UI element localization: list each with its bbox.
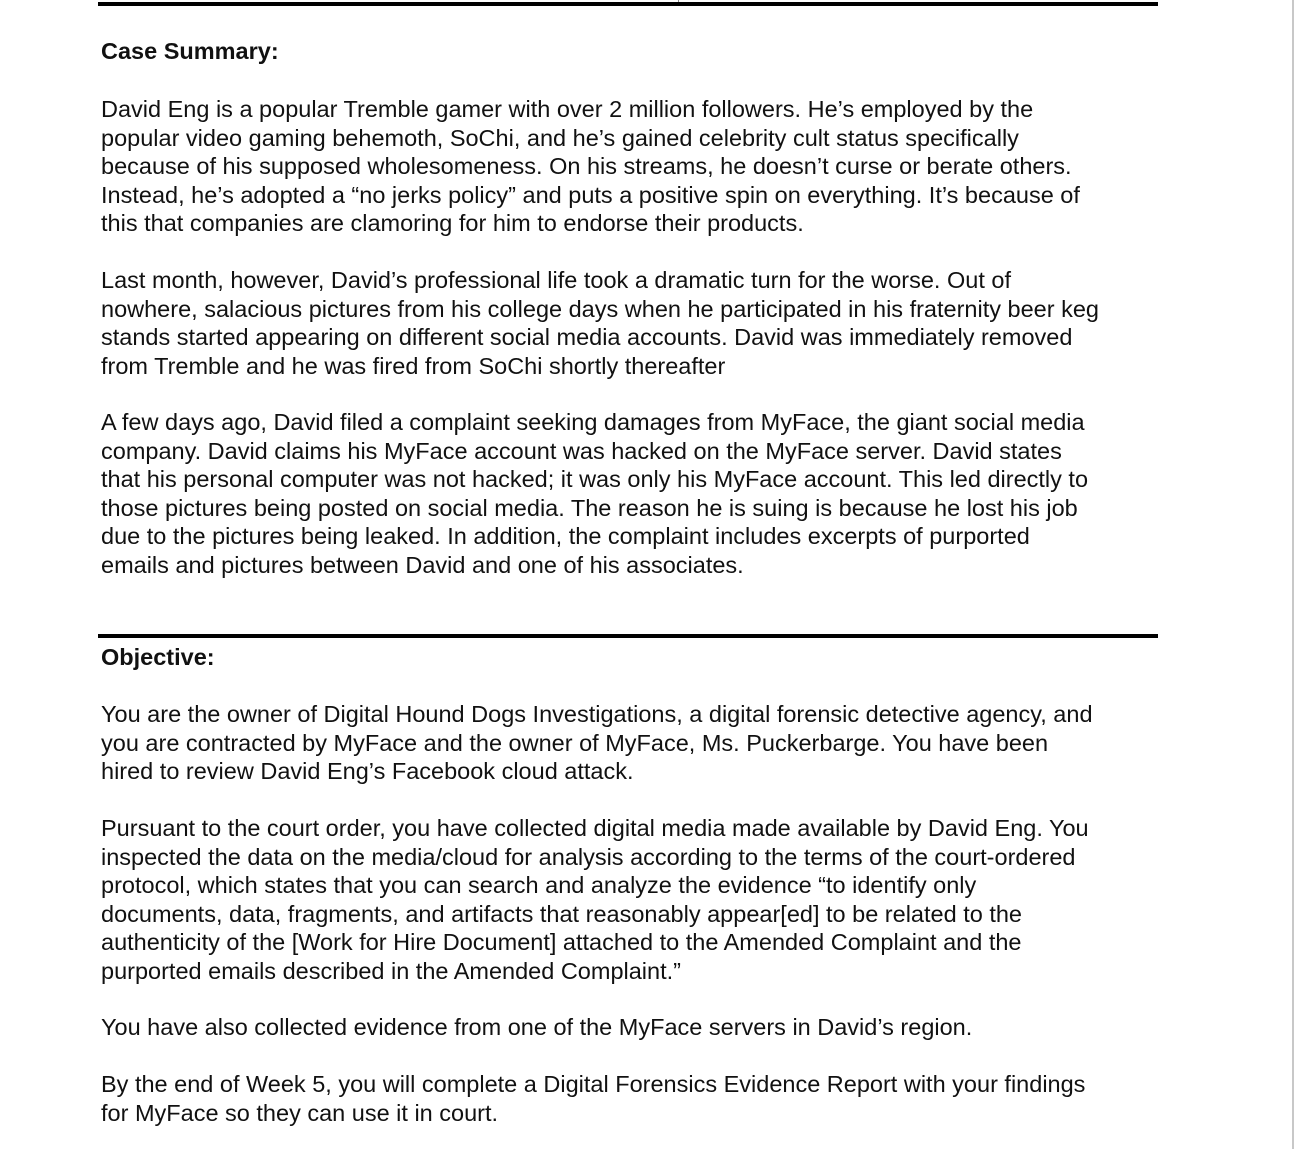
objective-paragraph-3: You have also collected evidence from one of the MyFace servers in David’s region. [101,1014,973,1040]
case-summary-paragraph-2: Last month, however, David’s professional life took a dramatic turn for the worse. Out of nowhere, salacious pictures from his college days when he participated in his fraternity beer keg stands started appearing on different social media accounts. David was immediately removed from Tremble and he was fired from SoChi shortly thereafter [101,267,1099,379]
objective-paragraph-2: Pursuant to the court order, you have collected digital media made available by David Eng. You inspected the data on the media/cloud for analysis according to the terms of the court-ordered protocol, which states that you can search and analyze the evidence “to identify only documents, data, fragments, and artifacts that reasonably appear[ed] to be related to the authenticity of the [Work for Hire Document] attached to the Amended Complaint and the purported emails described in the Amended Complaint.” [101,815,1089,984]
page-edge [1292,0,1294,1149]
objective-heading: Objective: [101,644,215,670]
top-divider [98,2,1158,6]
case-summary-paragraph-3: A few days ago, David filed a complaint seeking damages from MyFace, the giant social media company. David claims his MyFace account was hacked on the MyFace server. David states that his personal computer was not hacked; it was only his MyFace account. This led directly to those pictures being posted on social media. The reason he is suing is because he lost his job due to the pictures being leaked. In addition, the complaint includes excerpts of purported emails and pictures between David and one of his associates. [101,409,1089,578]
case-summary-heading: Case Summary: [101,38,279,64]
objective-paragraph-4: By the end of Week 5, you will complete a Digital Forensics Evidence Report with your findings for MyFace so they can use it in court. [101,1071,1086,1126]
objective-paragraph-1: You are the owner of Digital Hound Dogs Investigations, a digital forensic detective agency, and you are contracted by MyFace and the owner of MyFace, Ms. Puckerbarge. You have been hired to review David Eng’s Facebook cloud attack. [101,701,1093,784]
case-summary-paragraph-1: David Eng is a popular Tremble gamer with over 2 million followers. He’s employed by the popular video gaming behemoth, SoChi, and he’s gained celebrity cult status specifically because of his supposed wholesomeness. On his streams, he doesn’t curse or berate others. Instead, he’s adopted a “no jerks policy” and puts a positive spin on everything. It’s because of this that companies are clamoring for him to endorse their products. [101,96,1080,236]
section-divider [98,634,1158,638]
